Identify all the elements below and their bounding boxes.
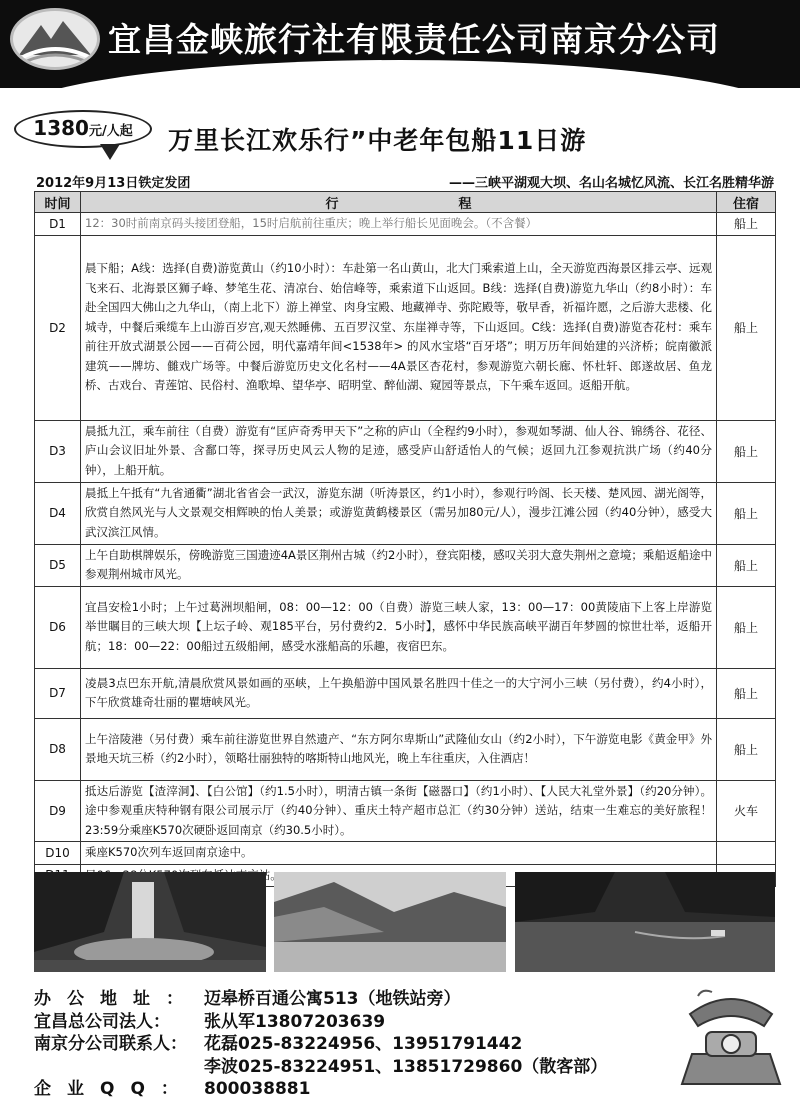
plan-cell: 抵达后游览【渣滓洞】、【白公馆】（约1.5小时），明清古镇一条街【磁器口】（约1小时）、【人民大礼堂外景】（约20分钟）。途中参观重庆特种钢有限公司展示厅（约40分钟）、重庆土特产超市总汇（约30分钟）送站，结束一生难忘的美好旅程！23:59分乘座K570次硬卧返回南京（约30.5小时）。	[81, 780, 717, 842]
stay-cell	[717, 842, 776, 865]
table-row	[35, 482, 776, 544]
day-cell: D4	[35, 482, 81, 544]
table-row	[35, 668, 776, 718]
stay-cell: 火车	[717, 780, 776, 842]
departure-date: 2012年9月13日铁定发团	[36, 176, 191, 191]
plan-cell: 凌晨3点巴东开航,清晨欣赏风景如画的巫峡，上午换船游中国风景名胜四十佳之一的大宁河小三峡（另付费），约4小时），下午欣赏雄奇壮丽的瞿塘峡风光。	[81, 668, 717, 718]
table-row	[35, 420, 776, 482]
header-time: 时间	[35, 192, 81, 213]
tour-title: 万里长江欢乐行”中老年包船11日游	[168, 126, 587, 155]
company-logo	[10, 8, 100, 70]
day-cell: D10	[35, 842, 81, 865]
stay-cell: 船上	[717, 668, 776, 718]
tour-tagline: ——三峡平湖观大坝、名山名城忆风流、长江名胜精华游	[448, 176, 774, 191]
plan-cell: 宜昌安检1小时；上午过葛洲坝船闸，08：00—12：00（自费）游览三峡人家，13：00—17：00黄陵庙下上客上岸游览举世瞩目的三峡大坝【上坛子岭、观185平台，另付费约2．5小时】，感怀中华民族高峡平湖百年梦圆的惊世壮举，返船开航；18：00—22：00船过五级船闸，感受水涨船高的乐趣，夜宿巴东。	[81, 586, 717, 668]
contact-value-2: 李波025-83224951、13851729860（散客部）	[204, 1057, 608, 1077]
address-line	[34, 984, 461, 1009]
price-badge	[14, 110, 152, 148]
legal-label: 宜昌总公司法人：	[34, 1012, 170, 1032]
waterfall-photo	[34, 872, 266, 972]
day-cell: D8	[35, 718, 81, 780]
table-row	[35, 842, 776, 865]
company-name: 宜昌金峡旅行社有限责任公司南京分公司	[108, 20, 720, 59]
stay-cell: 船上	[717, 544, 776, 586]
header-plan: 行程	[81, 192, 717, 213]
day-cell: D1	[35, 213, 81, 236]
plan-cell: 晨下船；A线：选择(自费)游览黄山（约10小时）：车赴第一名山黄山，北大门乘索道上山，全天游览西海景区排云亭、远观飞来石、北海景区狮子峰、梦笔生花、清凉台、始信峰等，乘索道下山返回。B线：选择(自费)游览九华山（约8小时）：车赴全国四大佛山之九华山，（南上北下）游上禅堂、肉身宝殿、地藏禅寺、弥陀殿等，敬早香，祈福许愿，之后游大悲楼、化城寺，中餐后乘缆车上山游百岁宫,观天然睡佛、五百罗汉堂、东崖禅寺等，下山返回。C线：选择(自费)游览杏花村：乘车前往开放式湖景公园——百荷公园，明代嘉靖年间<1538年> 的风水宝塔“百牙塔”；明万历年间始建的兴济桥；皖南徽派建筑——牌坊、雠戏广场等。中餐后游览历史文化名村——4A景区杏花村，参观游览六朝长廊、怀杜轩、郎遂故居、鱼龙桥、古戏台、青莲馆、民俗村、渔歌埠、望华亭、昭明堂、醉仙湖、窥园等景点，下午乘车返回。返船开航。	[81, 235, 717, 420]
table-row	[35, 586, 776, 668]
plan-cell: 乘座K570次列车返回南京途中。	[81, 842, 717, 865]
price-unit: 元/人起	[88, 124, 133, 139]
legal-value: 张从军13807203639	[204, 1012, 386, 1032]
table-row	[35, 780, 776, 842]
day-cell: D3	[35, 420, 81, 482]
qq-label: 企业QQ：	[34, 1079, 194, 1099]
day-cell: D9	[35, 780, 81, 842]
plan-cell: 12：30时前南京码头接团登船，15时启航前往重庆；晚上举行船长见面晚会。（不含餐）	[81, 213, 717, 236]
contact-line	[34, 1029, 522, 1054]
stay-cell: 船上	[717, 482, 776, 544]
photo-strip	[34, 872, 775, 972]
stay-cell: 船上	[717, 235, 776, 420]
day-cell: D5	[35, 544, 81, 586]
day-cell: D7	[35, 668, 81, 718]
stay-cell: 船上	[717, 586, 776, 668]
qq-line	[34, 1074, 310, 1099]
stay-cell: 船上	[717, 420, 776, 482]
stay-cell: 船上	[717, 718, 776, 780]
table-header-row	[35, 192, 776, 213]
stay-cell: 船上	[717, 213, 776, 236]
contact-value-1: 花磊025-83224956、13951791442	[204, 1034, 523, 1054]
price-value: 1380	[33, 116, 89, 140]
itinerary-table	[34, 191, 776, 887]
header-stay: 住宿	[717, 192, 776, 213]
plan-cell: 晨抵九江，乘车前往（自费）游览有“匡庐奇秀甲天下”之称的庐山（全程约9小时），参观如琴湖、仙人谷、锦绣谷、花径、庐山会议旧址外景、含鄱口等，探寻历史风云人物的足迹，感受庐山舒适怡人的气候；返回九江参观抗洪广场（约40分钟），上船开航。	[81, 420, 717, 482]
telephone-icon	[672, 984, 790, 1094]
address-label: 办公地址：	[34, 989, 199, 1009]
address-value: 迈皋桥百通公寓513（地铁站旁）	[204, 989, 461, 1009]
day-cell: D2	[35, 235, 81, 420]
plan-cell: 上午自助棋牌娱乐，傍晚游览三国遗迹4A景区荆州古城（约2小时），登宾阳楼，感叹关羽大意失荆州之意境；乘船返船途中参观荆州城市风光。	[81, 544, 717, 586]
day-cell: D6	[35, 586, 81, 668]
table-row	[35, 718, 776, 780]
plan-cell: 上午涪陵港（另付费）乘车前往游览世界自然遗产、“东方阿尔卑斯山”武隆仙女山（约2小时），下午游览电影《黄金甲》外景地天坑三桥（约2小时），领略壮丽独特的喀斯特山地风光，晚上车往重庆，入住酒店！	[81, 718, 717, 780]
table-row	[35, 544, 776, 586]
bubble-tail	[100, 144, 120, 160]
table-row	[35, 213, 776, 236]
contact-label: 南京分公司联系人：	[34, 1034, 187, 1054]
qq-value: 800038881	[204, 1079, 311, 1099]
plan-cell: 晨抵上午抵有“九省通衢”湖北省省会一武汉，游览东湖（听涛景区，约1小时），参观行吟阁、长天楼、楚风园、湖光阁等，欣赏自然风光与人文景观交相辉映的怡人美景；或游览黄鹤楼景区（需另加80元/人），漫步江滩公园（约40分钟），感受大武汉滨江风情。	[81, 482, 717, 544]
river-photo	[515, 872, 775, 972]
table-row	[35, 235, 776, 420]
gorge-photo	[274, 872, 506, 972]
